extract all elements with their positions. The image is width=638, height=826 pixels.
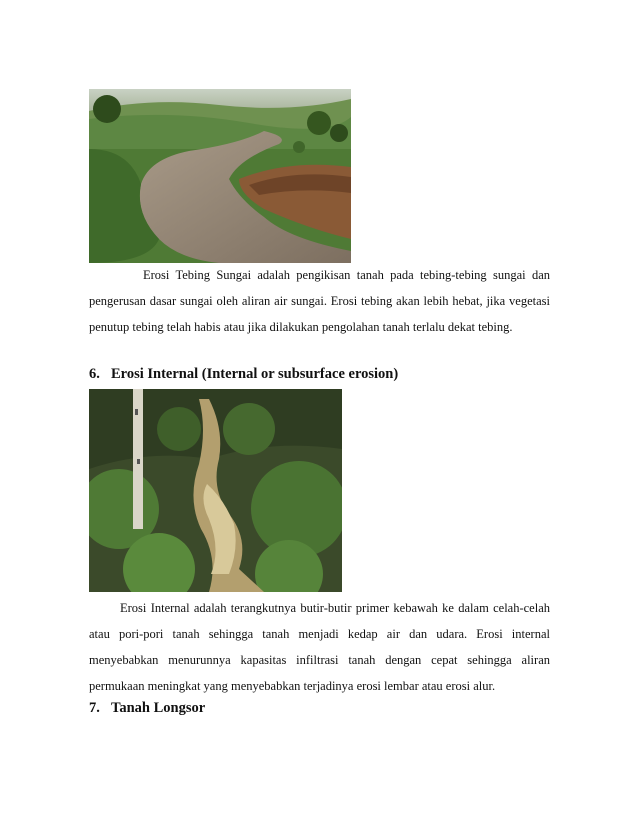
section-title: Erosi Internal (Internal or subsurface erosion)	[111, 366, 399, 382]
section-heading-landslide	[89, 700, 205, 717]
internal-erosion-photo	[89, 389, 342, 592]
paragraph-line: Erosi Tebing Sungai adalah pengikisan tanah pada tebing-tebing sungai dan	[143, 268, 550, 282]
section-title: Tanah Longsor	[111, 700, 206, 716]
internal-erosion-paragraph	[89, 595, 550, 699]
riverbank-erosion-photo	[89, 89, 351, 263]
riverbank-erosion-paragraph	[89, 262, 550, 340]
section-number: 7.	[89, 700, 100, 716]
paragraph-line: penutup tebing telah habis atau jika dilakukan pengolahan tanah terlalu dekat tebing.	[89, 320, 513, 334]
section-number: 6.	[89, 366, 100, 382]
paragraph-line: menyebabkan menurunnya kapasitas infiltrasi tanah dengan cepat sehingga aliran	[89, 653, 550, 667]
paragraph-line: permukaan meningkat yang menyebabkan terjadinya erosi lembar atau erosi alur.	[89, 679, 496, 693]
section-heading-internal-erosion	[89, 366, 398, 383]
paragraph-line: Erosi Internal adalah terangkutnya butir-butir primer kebawah ke dalam celah-celah	[120, 601, 550, 615]
paragraph-line: atau pori-pori tanah sehingga tanah menjadi kedap air dan udara. Erosi internal	[89, 627, 550, 641]
paragraph-line: pengerusan dasar sungai oleh aliran air sungai. Erosi tebing akan lebih hebat, jika vegetasi	[89, 294, 550, 308]
